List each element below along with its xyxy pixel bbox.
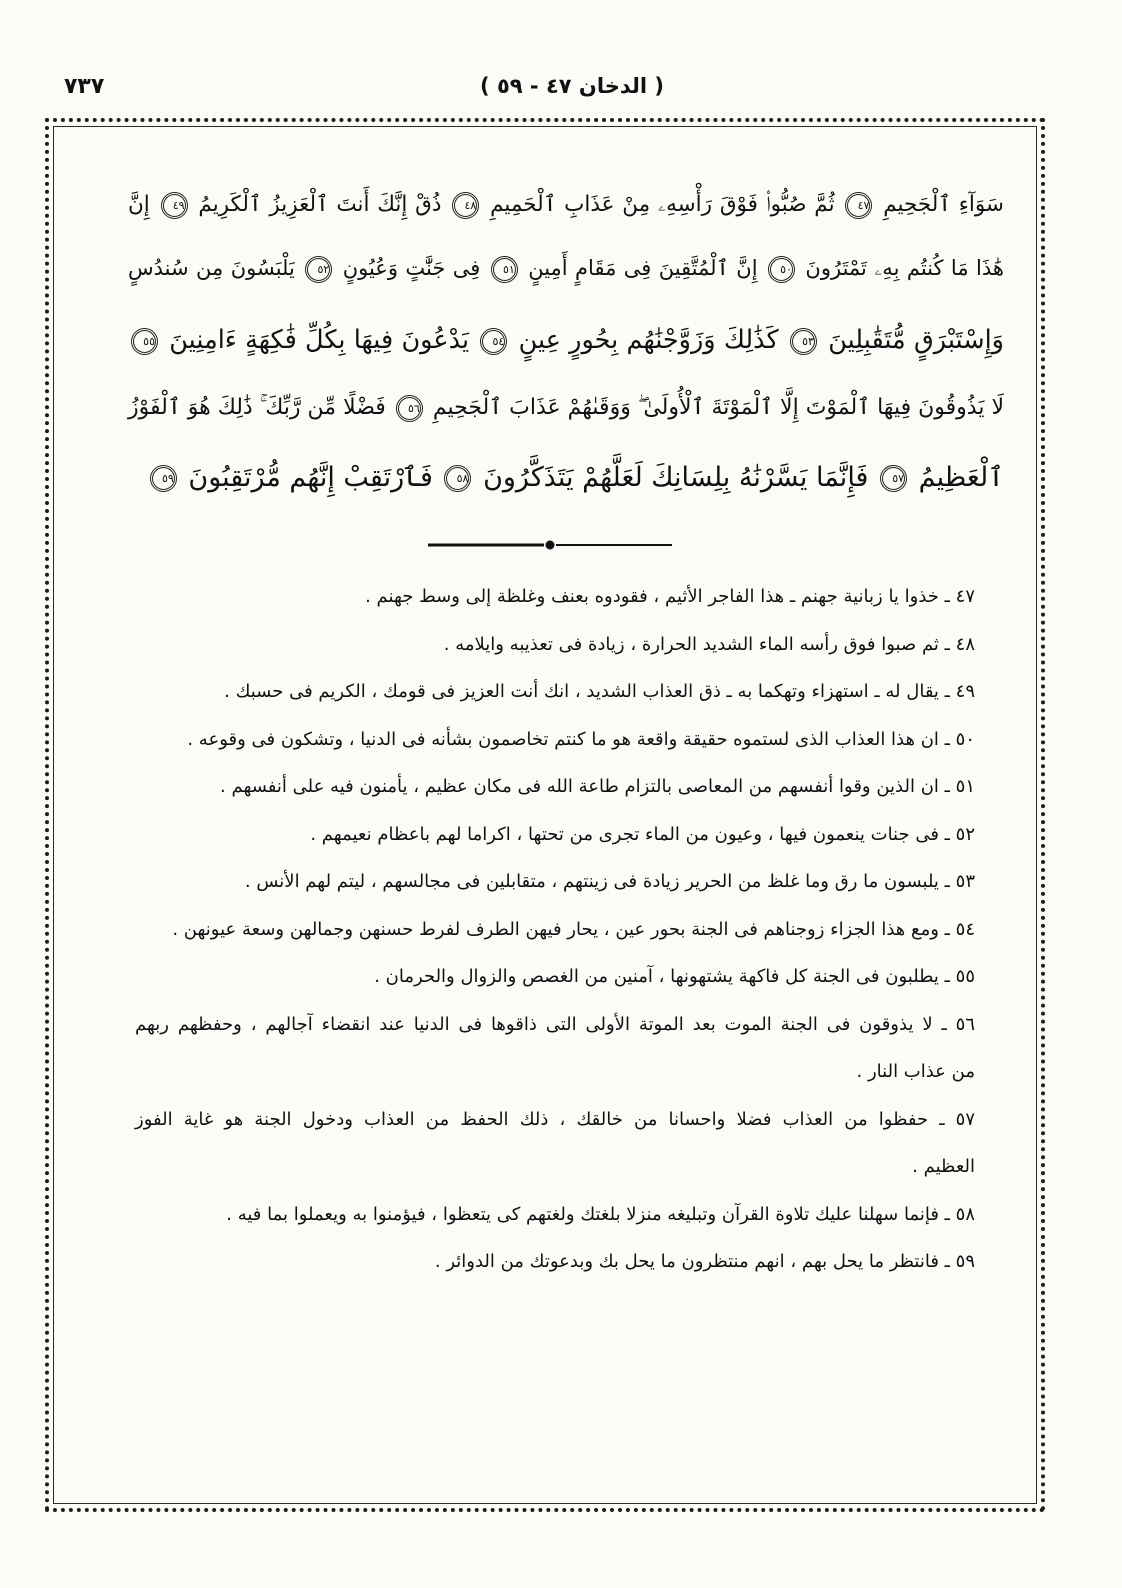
verse-line	[128, 452, 1004, 504]
tafsir-line: ٤٨ ـ ثم صبوا فوق رأسه الماء الشديد الحرارة ، زيادة فى تعذيبه وايلامه .	[443, 633, 975, 655]
ayah-number-marker: ٥٩	[150, 465, 177, 492]
tafsir-line: ٥٤ ـ ومع هذا الجزاء زوجناهم فى الجنة بحور عين ، يحار فيهن الطرف لفرط حسنهن وجمالهن وسعة عيونهن .	[172, 918, 975, 940]
tafsir-line: ٥٠ ـ ان هذا العذاب الذى لستموه حقيقة واقعة هو ما كنتم تخاصمون بشأنه فى الدنيا ، وتشكون فى وقوعه .	[187, 728, 975, 750]
ayah-number-marker: ٤٧	[845, 192, 872, 219]
verse-text: فَٱرْتَقِبْ إِنَّهُم مُّرْتَقِبُونَ	[188, 462, 433, 493]
tafsir-line: ٥١ ـ ان الذين وقوا أنفسهم من المعاصى بالتزام طاعة الله فى مكان عظيم ، يأمنون فيه على أنفسهم .	[220, 776, 975, 797]
verse-line	[128, 314, 1004, 366]
ayah-number-marker: ٥٤	[480, 328, 507, 355]
ayah-number-marker: ٥٦	[396, 395, 423, 422]
tafsir-line: ٥٨ ـ فإنما سهلنا عليك تلاوة القرآن وتبليغه منزلا بلغتك ولغتهم كى يتعظوا ، فيؤمنوا به ويعملوا بما فيه .	[226, 1203, 975, 1225]
tafsir-line-continuation: العظيم .	[912, 1156, 975, 1177]
separator-dot	[546, 541, 555, 550]
tafsir-line: ٥٩ ـ فانتظر ما يحل بهم ، انهم منتظرون ما يحل بك وبدعوتك من الدوائر .	[434, 1251, 975, 1272]
verse-text: كَذَٰلِكَ وَزَوَّجْنَٰهُم بِحُورٍ عِينٍ	[518, 325, 779, 355]
ayah-number-marker: ٥٥	[131, 328, 158, 355]
verse-text: فَإِنَّمَا يَسَّرْنَٰهُ بِلِسَانِكَ لَعَلَّهُمْ يَتَذَكَّرُونَ	[483, 462, 869, 493]
verse-text: يَلْبَسُونَ مِن سُندُسٍ	[128, 256, 295, 280]
section-separator	[420, 534, 680, 556]
verse-text: إِنَّ	[128, 192, 150, 217]
tafsir-line: ٤٩ ـ يقال له ـ استهزاء وتهكما به ـ ذق العذاب الشديد ، انك أنت العزيز فى قومك ، الكريم فى حسبك .	[224, 681, 975, 702]
tafsir-line: ٥٢ ـ فى جنات ينعمون فيها ، وعيون من الماء تجرى من تحتها ، اكراما لهم باعظام نعيمهم .	[310, 823, 975, 845]
tafsir-line: ٤٧ ـ خذوا يا زبانية جهنم ـ هذا الفاجر الأثيم ، فقودوه بعنف وغلظة إلى وسط جهنم .	[365, 586, 975, 607]
verse-text: فِى جَنَّٰتٍ وَعُيُونٍ	[342, 256, 481, 280]
ayah-number-marker: ٤٩	[161, 192, 188, 219]
tafsir-line: ٥٧ ـ حفظوا من العذاب فضلا واحسانا من خالقك ، ذلك الحفظ من العذاب ودخول الجنة هو غاية الفوز	[135, 1108, 975, 1130]
verse-text: يَدْعُونَ فِيهَا بِكُلِّ فَٰكِهَةٍ ءَامِنِينَ	[169, 325, 470, 355]
ayah-number-marker: ٥٣	[790, 328, 817, 355]
verse-text: ٱلْعَظِيمُ	[918, 462, 1004, 493]
tafsir-line: ٥٣ ـ يلبسون ما رق وما غلظ من الحرير زيادة فى زينتهم ، متقابلين فى مجالسهم ، ليتم لهم الأنس .	[244, 871, 975, 892]
verse-line	[128, 382, 1004, 434]
verse-line	[128, 179, 1004, 231]
verse-text: ثُمَّ صُبُّوا۟ فَوْقَ رَأْسِهِۦ مِنْ عَذَابِ ٱلْحَمِيمِ	[490, 192, 835, 217]
page-number: ٧٣٧	[64, 74, 105, 99]
tafsir-line: ٥٦ ـ لا يذوقون فى الجنة الموت بعد الموتة الأولى التى ذاقوها فى الدنيا عند انقضاء آجالهم ، وحفظهم ربهم	[135, 1013, 975, 1035]
surah-range-title: ( الدخان ٤٧ - ٥٩ )	[480, 74, 664, 98]
ayah-number-marker: ٥٧	[880, 465, 907, 492]
verse-line	[128, 242, 1004, 294]
verse-text: لَا يَذُوقُونَ فِيهَا ٱلْمَوْتَ إِلَّا ٱلْمَوْتَةَ ٱلْأُولَىٰ ۖ وَوَقَىٰهُمْ عَذَابَ ٱلْجَحِيمِ	[432, 395, 1004, 420]
verse-text: وَإِسْتَبْرَقٍ مُّتَقَٰبِلِينَ	[828, 325, 1004, 355]
ayah-number-marker: ٤٨	[452, 192, 479, 219]
ayah-number-marker: ٥٠	[768, 256, 795, 283]
verse-text: سَوَآءِ ٱلْجَحِيمِ	[883, 192, 1004, 217]
ayah-number-marker: ٥١	[491, 256, 518, 283]
verse-text: هَٰذَا مَا كُنتُم بِهِۦ تَمْتَرُونَ	[805, 256, 1004, 280]
verse-text: إِنَّ ٱلْمُتَّقِينَ فِى مَقَامٍ أَمِينٍ	[528, 256, 758, 280]
tafsir-line: ٥٥ ـ يطلبون فى الجنة كل فاكهة يشتهونها ، آمنين من الغصص والزوال والحرمان .	[374, 966, 975, 987]
ayah-number-marker: ٥٨	[444, 465, 471, 492]
ayah-number-marker: ٥٢	[305, 256, 332, 283]
verse-text: ذُقْ إِنَّكَ أَنتَ ٱلْعَزِيزُ ٱلْكَرِيمُ	[198, 192, 442, 217]
verse-text: فَضْلًا مِّن رَّبِّكَ ۚ ذَٰلِكَ هُوَ ٱلْفَوْزُ	[128, 395, 386, 420]
tafsir-line-continuation: من عذاب النار .	[856, 1061, 975, 1082]
